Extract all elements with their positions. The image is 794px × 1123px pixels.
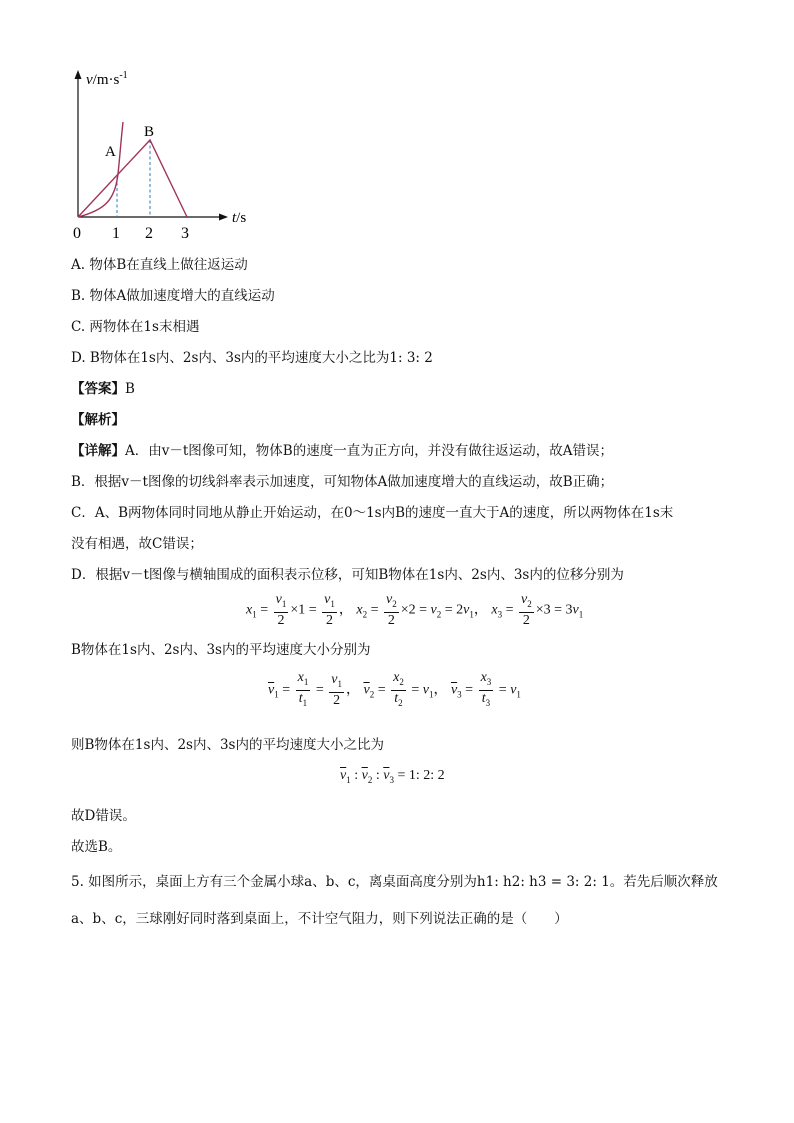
option-d: D. B物体在1s内、2s内、3s内的平均速度大小之比为1: 3: 2 [71, 350, 433, 366]
x-axis-arrow [219, 214, 228, 221]
curve-a [78, 122, 123, 217]
detail-tag: 【详解】 [71, 443, 125, 459]
detail-c-line1: C．A、B两物体同时同地从静止开始运动，在0～1s内B的速度一直大于A的速度，所以两物体在1s末 [71, 505, 674, 521]
option-b: B. 物体A做加速度增大的直线运动 [71, 288, 275, 304]
tick-label-2: 2 [145, 225, 153, 240]
answer-line [71, 379, 135, 399]
y-axis-arrow [75, 70, 82, 79]
question-5-line1: 5. 如图所示，桌面上方有三个金属小球a、b、c，离桌面高度分别为h1: h2: h3 = 3: 2: 1。若先后顺次释放 [71, 874, 718, 890]
tick-label-1: 1 [112, 225, 120, 240]
choice: 故选B。 [71, 839, 122, 855]
detail-a-text: A．由v－t图像可知，物体B的速度一直为正方向，并没有做往返运动，故A错误； [125, 443, 613, 459]
detail-a [71, 441, 613, 461]
tick-label-3: 3 [181, 225, 189, 240]
question-5-line2: a、b、c，三球刚好同时落到桌面上，不计空气阻力，则下列说法正确的是（ ） [71, 911, 568, 927]
ratio-formula: $\overline{v}_1$ : $\overline{v}_2$ : $\overline{v}_3 = 1$: 2: 2 [340, 768, 445, 785]
conclusion: 故D错误。 [71, 808, 136, 824]
vt-graph [60, 60, 260, 240]
answer-value: B [125, 381, 135, 397]
line-b [78, 140, 187, 217]
detail-c-line2: 没有相遇，故C错误； [71, 536, 203, 552]
tick-label-0: 0 [73, 225, 81, 240]
y-axis-label: $v/m\cdot s^{-1}$ [86, 70, 128, 88]
answer-tag: 【答案】 [71, 381, 125, 397]
ratio-value: = 1: 2: 2 [397, 768, 445, 783]
analysis-tag: 【解析】 [71, 412, 125, 428]
ratio-intro: 则B物体在1s内、2s内、3s内的平均速度大小之比为 [71, 737, 384, 753]
curve-a-label: A [105, 144, 116, 160]
x-axis-label: t/s [232, 210, 247, 226]
line-b-label: B [144, 124, 155, 140]
option-a: A. 物体B在直线上做往返运动 [71, 257, 248, 273]
option-c: C. 两物体在1s末相遇 [71, 319, 200, 335]
detail-b: B．根据v－t图像的切线斜率表示加速度，可知物体A做加速度增大的直线运动，故B正确； [71, 474, 614, 490]
detail-d: D．根据v－t图像与横轴围成的面积表示位移，可知B物体在1s内、2s内、3s内的位移分别为 [71, 567, 624, 583]
displacement-formula: $x_1$ = $\frac{v_1}{2}$ ×1 = $\frac{v_1}{2}$ ， $x_2$ = $\frac{v_2}{2}$ $\times 2 = v_2 = 2v_1$， $x_3$ = $\frac{v_2}{2}$ $\times 3 = 3v_1$ [246, 592, 584, 628]
avg-velocity-intro: B物体在1s内、2s内、3s内的平均速度大小分别为 [71, 642, 371, 658]
avg-velocity-formula: $\overline{v}_1$ = $\frac{x_1}{t_1}$ = $\frac{v_1}{2}$ ， $\overline{v}_2$ = $\frac{x_2}{t_2}$ = $v_1$， $\overline{v}_3$ = $\frac{x_3}{t_3}$ = $v_1$ [268, 670, 521, 708]
